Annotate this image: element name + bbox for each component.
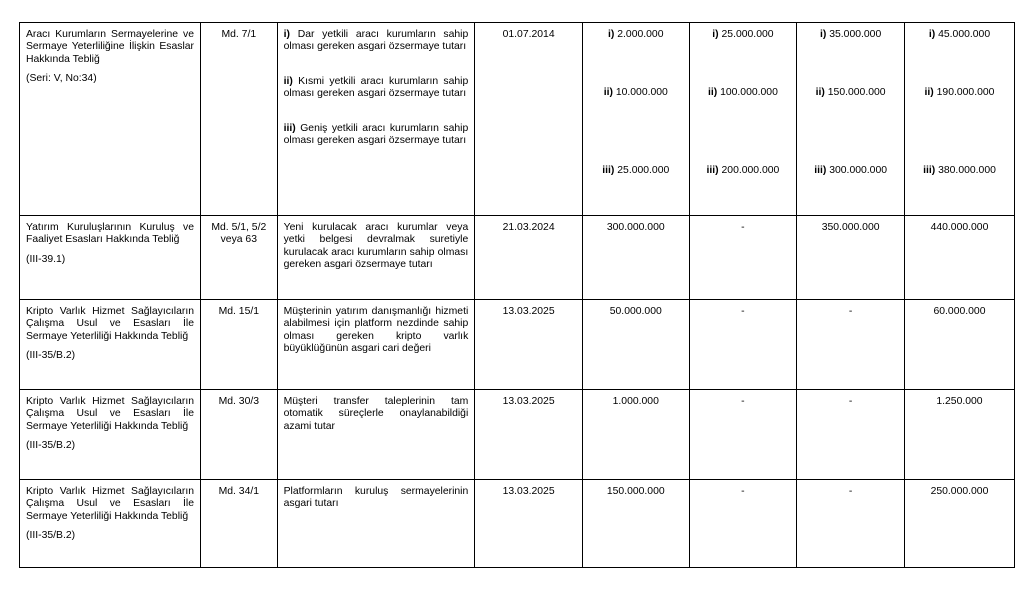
regulation-name: Kripto Varlık Hizmet Sağlayıcıların Çalışma Usul ve Esasları İle Sermaye Yeterliliği Hakkında Tebliğ <box>26 486 194 522</box>
date-cell: 21.03.2024 <box>475 216 583 300</box>
description-cell: Müşteri transfer taleplerinin tam otomatik süreçlerle onaylanabildiği azami tutar <box>277 390 475 480</box>
value-cell: 1.250.000 <box>904 390 1014 480</box>
description-item: iii) Geniş yetkili aracı kurumların sahip olması gereken asgari özsermaye tutarı <box>283 122 469 147</box>
regulation-table <box>19 22 1015 568</box>
description-cell: Yeni kurulacak aracı kurumlar veya yetki belgesi devralmak suretiyle kurulacak aracı kurumların sahip olması gereken asgari özsermaye tutarı <box>277 216 475 300</box>
date-cell: 01.07.2014 <box>475 23 583 216</box>
value-cell: - <box>689 300 797 390</box>
regulation-series: (III-35/B.2) <box>26 350 76 362</box>
value-cell: i) 2.000.000 ii) 10.000.000 iii) 25.000.000 <box>582 23 689 216</box>
regulation-cell <box>20 390 201 480</box>
value-cell: 300.000.000 <box>582 216 689 300</box>
table-row <box>20 480 1015 568</box>
value-cell: - <box>689 390 797 480</box>
value-cell: - <box>797 300 905 390</box>
regulation-series: (III-39.1) <box>26 253 66 265</box>
regulation-series: (III-35/B.2) <box>26 530 76 542</box>
value-cell: - <box>797 390 905 480</box>
value-cell: 60.000.000 <box>904 300 1014 390</box>
regulation-name: Kripto Varlık Hizmet Sağlayıcıların Çalışma Usul ve Esasları İle Sermaye Yeterliliği Hakkında Tebliğ <box>26 396 194 432</box>
value-cell: 250.000.000 <box>904 480 1014 568</box>
regulation-series: (Seri: V, No:34) <box>26 73 97 85</box>
regulation-cell <box>20 216 201 300</box>
description-item: i) Dar yetkili aracı kurumların sahip olması gereken asgari özsermaye tutarı <box>283 29 469 53</box>
value-cell: i) 35.000.000 ii) 150.000.000 iii) 300.000.000 <box>797 23 905 216</box>
value-cell: 1.000.000 <box>582 390 689 480</box>
article-cell: Md. 5/1, 5/2 veya 63 <box>201 216 278 300</box>
table-row <box>20 23 1015 216</box>
table-row <box>20 390 1015 480</box>
value-cell: 150.000.000 <box>582 480 689 568</box>
regulation-series: (III-35/B.2) <box>26 440 76 452</box>
table-row <box>20 216 1015 300</box>
value-cell: - <box>797 480 905 568</box>
value-cell: i) 25.000.000 ii) 100.000.000 iii) 200.000.000 <box>689 23 797 216</box>
article-cell: Md. 15/1 <box>201 300 278 390</box>
regulation-cell <box>20 300 201 390</box>
regulation-cell <box>20 480 201 568</box>
article-cell: Md. 30/3 <box>201 390 278 480</box>
regulation-cell <box>20 23 201 216</box>
regulation-name: Yatırım Kuruluşlarının Kuruluş ve Faaliyet Esasları Hakkında Tebliğ <box>26 222 194 246</box>
description-cell: Müşterinin yatırım danışmanlığı hizmeti alabilmesi için platform nezdinde sahip olması gereken kripto varlık büyüklüğünün asgari cari değeri <box>277 300 475 390</box>
description-cell: Platformların kuruluş sermayelerinin asgari tutarı <box>277 480 475 568</box>
value-cell: 440.000.000 <box>904 216 1014 300</box>
value-cell: i) 45.000.000 ii) 190.000.000 iii) 380.000.000 <box>904 23 1014 216</box>
value-cell: 350.000.000 <box>797 216 905 300</box>
article-cell: Md. 34/1 <box>201 480 278 568</box>
date-cell: 13.03.2025 <box>475 480 583 568</box>
date-cell: 13.03.2025 <box>475 390 583 480</box>
date-cell: 13.03.2025 <box>475 300 583 390</box>
description-item: ii) Kısmi yetkili aracı kurumların sahip olması gereken asgari özsermaye tutarı <box>283 75 469 100</box>
value-cell: 50.000.000 <box>582 300 689 390</box>
table-row <box>20 300 1015 390</box>
regulation-name: Kripto Varlık Hizmet Sağlayıcıların Çalışma Usul ve Esasları İle Sermaye Yeterliliği Hakkında Tebliğ <box>26 306 194 342</box>
value-cell: - <box>689 216 797 300</box>
description-cell <box>277 23 475 216</box>
value-cell: - <box>689 480 797 568</box>
article-cell: Md. 7/1 <box>201 23 278 216</box>
regulation-name: Aracı Kurumların Sermayelerine ve Sermaye Yeterliliğine İlişkin Esaslar Hakkında Tebliğ <box>26 29 194 65</box>
